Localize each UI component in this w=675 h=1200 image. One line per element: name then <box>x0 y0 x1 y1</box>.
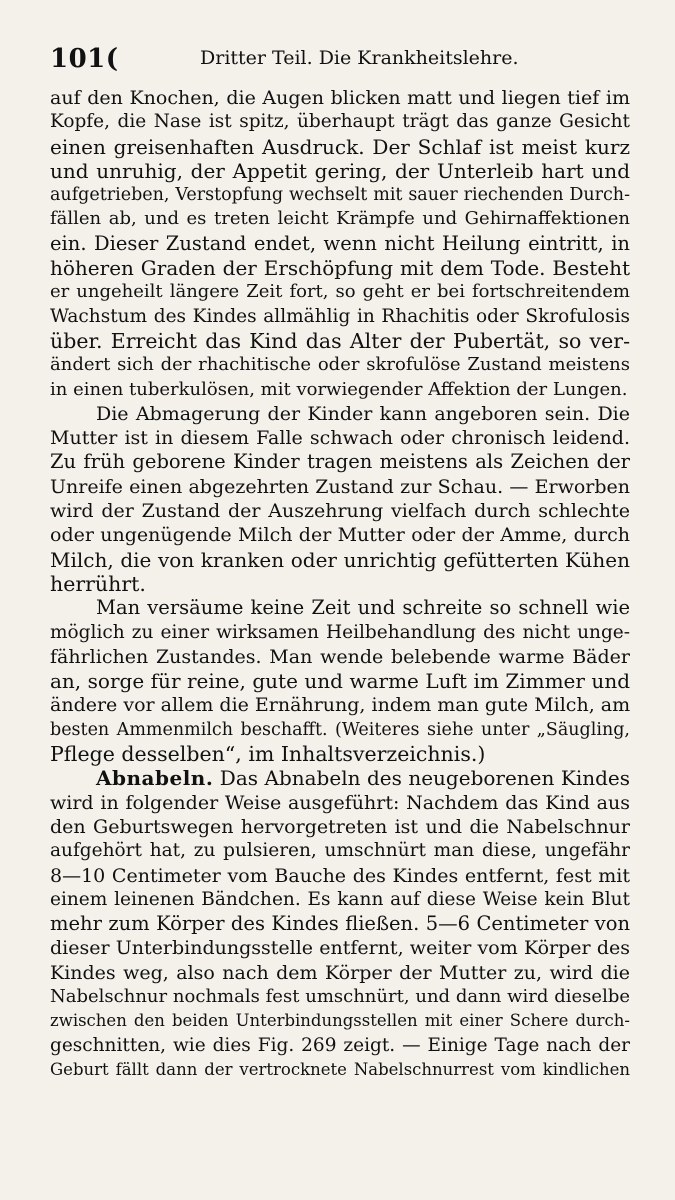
entry-abnabeln <box>50 766 630 1082</box>
text-line: einen greisenhaften Ausdruck. Der Schlaf ist meist kurz <box>50 134 630 159</box>
page-body <box>50 86 630 1082</box>
text-line: auf den Knochen, die Augen blicken matt und liegen tief im <box>50 87 630 109</box>
text-line: Pflege desselben“, im Inhaltsverzeichnis.) <box>50 742 486 767</box>
text-line: wird in folgender Weise ausgeführt: Nachdem das Kind aus <box>50 791 630 814</box>
text-line: Nabelschnur nochmals fest umschnürt, und dann wird dieselbe <box>50 985 630 1007</box>
text-line: besten Ammenmilch beschafft. (Weiteres siehe unter „Säugling, <box>50 719 630 740</box>
text-line: ändere vor allem die Ernährung, indem man gute Milch, am <box>50 694 631 717</box>
text-line: höheren Graden der Erschöpfung mit dem Tode. Besteht <box>50 256 630 281</box>
paragraph-emaciation-causes <box>50 402 630 596</box>
text-line: den Geburtswegen hervorgetreten ist und die Nabelschnur <box>50 815 630 838</box>
page-number: 101( <box>50 44 119 74</box>
text-line: geschnitten, wie dies Fig. 269 zeigt. — Einige Tage nach der <box>50 1034 630 1056</box>
text-line: aufgehört hat, zu pulsieren, umschnürt man diese, ungefähr <box>50 840 630 862</box>
text-line: einem leinenen Bändchen. Es kann auf diese Weise kein Blut <box>50 888 630 910</box>
entry-first-line: Das Abnabeln des neugeborenen Kindes <box>219 766 631 791</box>
text-line: herrührt. <box>50 571 146 596</box>
text-line: er ungeheilt längere Zeit fort, so geht er bei fortschreitendem <box>50 281 630 303</box>
text-line: in einen tuberkulösen, mit vorwiegender Affektion der Lungen. <box>50 378 628 400</box>
text-line: über. Erreicht das Kind das Alter der Pubertät, so ver- <box>50 328 630 353</box>
page-header <box>50 44 630 78</box>
text-line: Wachstum des Kindes allmählig in Rhachitis oder Skrofulosis <box>50 305 630 327</box>
text-line: Unreife einen abgezehrten Zustand zur Schau. — Erworben <box>50 475 630 498</box>
text-line: Man versäume keine Zeit und schreite so schnell wie <box>96 596 630 620</box>
text-line: Geburt fällt dann der vertrocknete Nabelschnurrest vom kindlichen <box>50 1059 630 1079</box>
text-line: möglich zu einer wirksamen Heilbehandlung des nicht unge- <box>50 621 630 643</box>
text-line: fährlichen Zustandes. Man wende belebende warme Bäder <box>50 645 630 668</box>
text-line: Kopfe, die Nase ist spitz, überhaupt trägt das ganze Gesicht <box>50 111 630 133</box>
running-head: Dritter Teil. Die Krankheitslehre. <box>200 47 519 69</box>
text-line: und unruhig, der Appetit gering, der Unterleib hart und <box>50 158 630 183</box>
text-line: Zu früh geborene Kinder tragen meistens als Zeichen der <box>50 450 630 474</box>
text-line: 8—10 Centimeter vom Bauche des Kindes entfernt, fest mit <box>50 864 630 887</box>
text-line: fällen ab, und es treten leicht Krämpfe und Gehirnaffektionen <box>50 208 630 230</box>
text-line: ein. Dieser Zustand endet, wenn nicht Heilung eintritt, in <box>50 231 630 255</box>
text-line: Mutter ist in diesem Falle schwach oder chronisch leidend. <box>50 427 630 450</box>
text-line: Kindes weg, also nach dem Körper der Mutter zu, wird die <box>50 961 630 984</box>
text-line: oder ungenügende Milch der Mutter oder der Amme, durch <box>50 524 630 547</box>
text-line: an, sorge für reine, gute und warme Luft im Zimmer und <box>50 669 630 694</box>
text-line: wird der Zustand der Auszehrung vielfach durch schlechte <box>50 500 630 523</box>
text-line <box>50 766 630 790</box>
text-line: Die Abmagerung der Kinder kann angeboren sein. Die <box>96 402 630 425</box>
text-line: aufgetrieben, Verstopfung wechselt mit sauer riechenden Durch- <box>50 185 630 206</box>
text-line: zwischen den beiden Unterbindungsstellen mit einer Schere durch- <box>50 1011 630 1031</box>
entry-lemma: Abnabeln. <box>96 766 214 791</box>
text-line: mehr zum Körper des Kindes fließen. 5—6 Centimeter von <box>50 912 630 936</box>
text-line: dieser Unterbindungsstelle entfernt, weiter vom Körper des <box>50 937 630 960</box>
text-line: Milch, die von kranken oder unrichtig gefütterten Kühen <box>50 547 630 572</box>
paragraph-emaciation-course <box>50 86 630 402</box>
paragraph-emaciation-treatment <box>50 596 630 766</box>
text-line: ändert sich der rhachitische oder skrofulöse Zustand meistens <box>50 354 630 376</box>
